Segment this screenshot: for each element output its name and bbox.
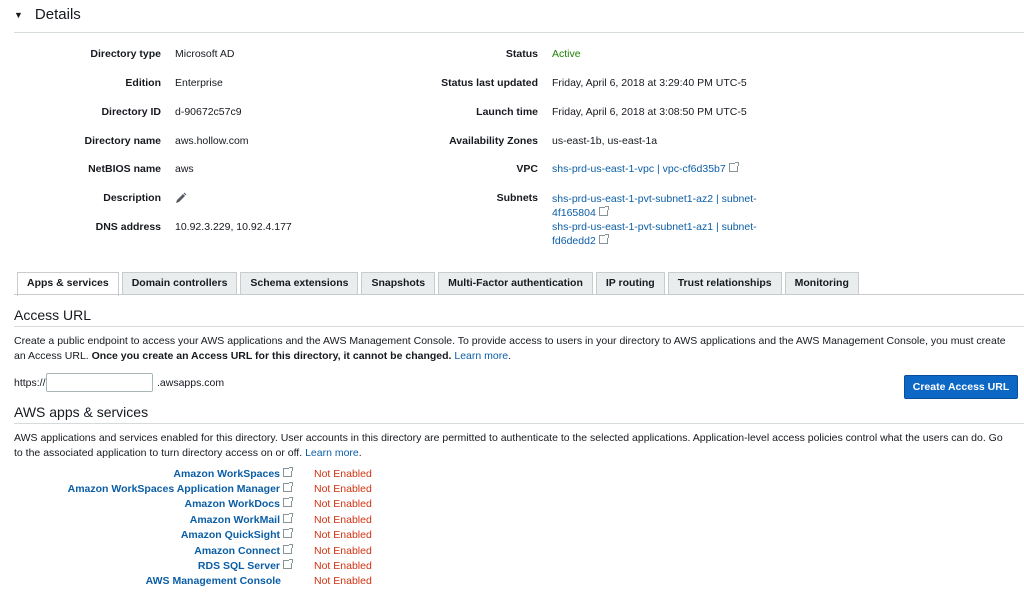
status-value: Active <box>552 48 581 60</box>
launch-time-value: Friday, April 6, 2018 at 3:08:50 PM UTC-5 <box>552 106 747 118</box>
subnet-2[interactable] <box>552 220 757 248</box>
app-name[interactable]: Amazon WorkSpaces Application Manager <box>67 483 280 495</box>
availability-zones-label: Availability Zones <box>449 135 538 147</box>
header-divider <box>14 32 1024 33</box>
status-updated-label: Status last updated <box>441 77 538 89</box>
dns-address-label: DNS address <box>95 221 161 233</box>
app-name[interactable]: Amazon WorkDocs <box>184 498 280 510</box>
access-url-description <box>14 334 1009 364</box>
list-item <box>0 498 600 513</box>
collapse-triangle-icon[interactable]: ▼ <box>14 9 23 20</box>
tab-snapshots[interactable]: Snapshots <box>361 272 435 294</box>
external-link-icon <box>283 498 292 507</box>
subnet-1-link-line2[interactable]: 4f165804 <box>552 207 596 219</box>
app-link-workmail[interactable] <box>190 514 292 526</box>
access-url-divider <box>14 326 1024 327</box>
app-status: Not Enabled <box>314 560 372 572</box>
app-link-quicksight[interactable] <box>181 529 292 541</box>
directory-type-value: Microsoft AD <box>175 48 235 60</box>
app-name[interactable]: Amazon WorkMail <box>189 514 280 526</box>
external-link-icon <box>283 560 292 569</box>
app-link-workspaces[interactable] <box>173 468 292 480</box>
tab-schema-extensions[interactable]: Schema extensions <box>240 272 358 294</box>
availability-zones-value: us-east-1b, us-east-1a <box>552 135 658 147</box>
app-status: Not Enabled <box>314 514 372 526</box>
app-link-management-console[interactable]: AWS Management Console <box>145 575 281 587</box>
external-link-icon <box>283 529 292 538</box>
status-label: Status <box>505 48 538 60</box>
app-link-connect[interactable] <box>194 545 292 557</box>
tab-divider <box>14 294 1024 295</box>
apps-services-divider <box>14 423 1024 424</box>
app-name[interactable]: RDS SQL Server <box>197 560 280 572</box>
list-item <box>0 560 600 575</box>
vpc-link[interactable]: shs-prd-us-east-1-vpc | vpc-cf6d35b7 <box>552 163 726 175</box>
app-link-rds-sql-server[interactable] <box>198 560 292 572</box>
create-access-url-button[interactable]: Create Access URL <box>904 375 1018 399</box>
access-url-desc-text: Create a public endpoint to access your AWS applications and the AWS Management Console. To provide access to users in your directory to AWS applications and the AWS Management Console, you must create an Access URL. <box>14 335 1006 362</box>
subnet-2-link-line1[interactable]: shs-prd-us-east-1-pvt-subnet1-az1 | subnet- <box>552 221 757 233</box>
period: . <box>508 350 511 362</box>
external-link-icon <box>283 483 292 492</box>
app-name[interactable]: Amazon WorkSpaces <box>173 468 280 480</box>
directory-id-label: Directory ID <box>101 106 161 118</box>
external-link-icon <box>283 468 292 477</box>
details-header[interactable] <box>14 6 81 23</box>
vpc-label: VPC <box>516 163 538 175</box>
apps-services-desc-text: AWS applications and services enabled for this directory. User accounts in this directory are permitted to authenticate to the selected applications. Application-level access policies control what the users can do. Go to the associated application to turn directory access on or off. <box>14 432 1003 459</box>
app-link-workdocs[interactable] <box>185 498 293 510</box>
access-url-input[interactable] <box>46 373 153 392</box>
apps-services-title: AWS apps & services <box>14 404 149 420</box>
access-url-learn-more-link[interactable]: Learn more <box>454 350 509 362</box>
url-prefix: https:// <box>14 377 46 389</box>
tab-trust-relationships[interactable]: Trust relationships <box>668 272 782 294</box>
launch-time-label: Launch time <box>476 106 538 118</box>
list-item <box>0 529 600 544</box>
external-link-icon <box>283 545 292 554</box>
directory-name-label: Directory name <box>84 135 161 147</box>
access-url-title: Access URL <box>14 307 92 323</box>
app-link-workspaces-app-manager[interactable] <box>68 483 292 495</box>
vpc-link-row[interactable] <box>552 163 738 175</box>
subnet-1-link-line1[interactable]: shs-prd-us-east-1-pvt-subnet1-az2 | subnet- <box>552 193 757 205</box>
dns-address-value: 10.92.3.229, 10.92.4.177 <box>175 221 292 233</box>
edition-value: Enterprise <box>175 77 223 89</box>
external-link-icon <box>599 207 608 216</box>
app-status: Not Enabled <box>314 498 372 510</box>
description-label: Description <box>103 192 161 204</box>
pencil-icon[interactable] <box>175 191 187 209</box>
list-item <box>0 483 600 498</box>
app-name[interactable]: Amazon QuickSight <box>180 529 280 541</box>
netbios-name-value: aws <box>175 163 194 175</box>
url-suffix: .awsapps.com <box>157 377 225 389</box>
external-link-icon <box>283 514 292 523</box>
app-status: Not Enabled <box>314 545 372 557</box>
directory-id-value: d-90672c57c9 <box>175 106 242 118</box>
subnet-1[interactable] <box>552 192 757 220</box>
tab-bar <box>17 272 862 296</box>
list-item <box>0 514 600 529</box>
tab-ip-routing[interactable]: IP routing <box>596 272 665 294</box>
tab-monitoring[interactable]: Monitoring <box>785 272 859 294</box>
app-status: Not Enabled <box>314 468 372 480</box>
netbios-name-label: NetBIOS name <box>88 163 161 175</box>
subnets-label: Subnets <box>496 192 538 204</box>
tab-multi-factor-auth[interactable]: Multi-Factor authentication <box>438 272 593 294</box>
app-status: Not Enabled <box>314 575 372 587</box>
period: . <box>358 447 362 459</box>
tab-apps-services[interactable]: Apps & services <box>17 272 119 296</box>
details-title: Details <box>34 6 81 23</box>
access-url-warning: Once you create an Access URL for this directory, it cannot be changed. <box>91 350 452 362</box>
app-status: Not Enabled <box>314 529 372 541</box>
edition-label: Edition <box>125 77 161 89</box>
directory-name-value: aws.hollow.com <box>175 135 249 147</box>
app-name[interactable]: Amazon Connect <box>194 545 280 557</box>
apps-learn-more-link[interactable]: Learn more <box>305 447 359 459</box>
external-link-icon <box>599 235 608 244</box>
list-item <box>0 545 600 560</box>
apps-services-description <box>14 431 1009 461</box>
app-status: Not Enabled <box>314 483 372 495</box>
tab-domain-controllers[interactable]: Domain controllers <box>122 272 238 294</box>
status-updated-value: Friday, April 6, 2018 at 3:29:40 PM UTC-5 <box>552 77 747 89</box>
directory-type-label: Directory type <box>90 48 161 60</box>
external-link-icon <box>729 163 738 172</box>
list-item <box>0 575 600 590</box>
list-item <box>0 468 600 483</box>
subnet-2-link-line2[interactable]: fd6dedd2 <box>552 235 596 247</box>
